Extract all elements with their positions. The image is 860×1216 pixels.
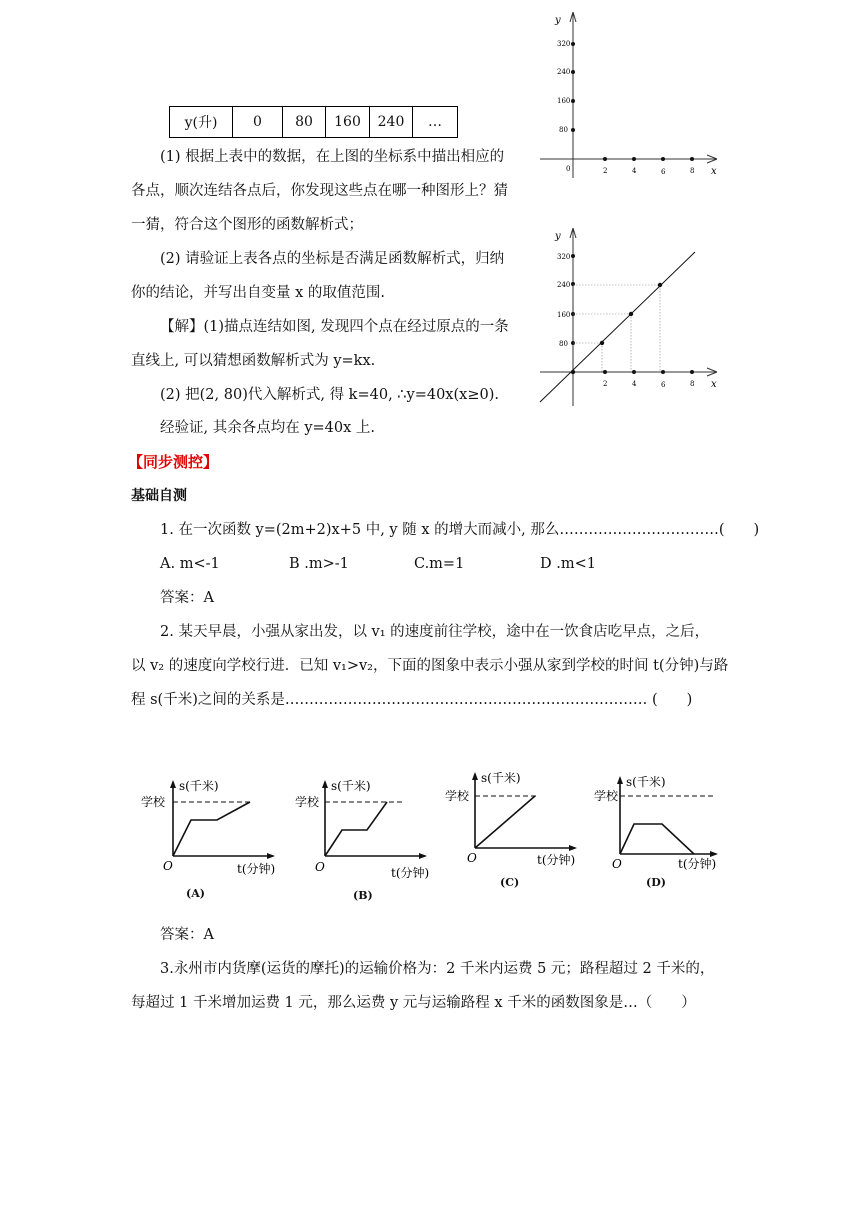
data-point <box>629 312 633 316</box>
q2-text: (2) 请验证上表各点的坐标是否满足函数解析式，归纳 <box>160 251 505 267</box>
problem1-stem: 1. 在一次函数 y=(2m+2)x+5 中, y 随 x 的增大而减小, 那么……………………………( ) <box>160 522 760 538</box>
solution-text: 经验证, 其余各点均在 y=40x 上. <box>160 420 376 436</box>
q1-text: (1) 根据上表中的数据，在上图的坐标系中描出相应的 <box>160 149 505 165</box>
x-tick: 2 <box>603 167 608 175</box>
table-header: y(升) <box>170 107 233 138</box>
caption-d: (D) <box>646 876 666 889</box>
axis-dots <box>571 42 694 161</box>
y-tick: 320 <box>557 253 571 261</box>
option-b: B .m>-1 <box>289 556 349 572</box>
x-tick: 6 <box>661 168 666 176</box>
x-tick: 4 <box>632 167 637 175</box>
scatter-graph <box>535 6 730 186</box>
origin-label: O <box>467 851 477 865</box>
origin-label: 0 <box>566 165 571 173</box>
y-tick: 80 <box>559 126 568 134</box>
y-tick: 160 <box>557 311 571 319</box>
option-d: D .m<1 <box>540 556 596 572</box>
caption-c: (C) <box>500 876 520 889</box>
data-point <box>658 283 662 287</box>
problem1-answer: 答案：A <box>160 590 214 606</box>
option-a: A. m<-1 <box>160 556 220 572</box>
y-tick: 240 <box>557 281 571 289</box>
section-title: 【同步测控】 <box>128 453 219 471</box>
solution-text: 直线上, 可以猜想函数解析式为 y=kx. <box>131 353 376 369</box>
problem2-answer: 答案：A <box>160 927 214 943</box>
y-axis-label: y <box>555 15 561 26</box>
y-tick: 320 <box>557 40 571 48</box>
x-tick: 8 <box>690 380 695 388</box>
table-cell: 80 <box>283 107 326 138</box>
origin-label: O <box>612 857 622 871</box>
line-graph <box>535 222 730 410</box>
s-axis-label: s(千米) <box>626 775 666 789</box>
origin-label: O <box>315 860 325 874</box>
x-axis-label: x <box>711 379 717 390</box>
x-tick: 4 <box>632 380 637 388</box>
problem2-stem: 以 v₂ 的速度向学校行进．已知 v₁>v₂，下面的图象中表示小强从家到学校的时间 t(分钟)与路 <box>131 658 729 674</box>
t-axis-label: t(分钟) <box>678 857 717 871</box>
school-label: 学校 <box>445 789 470 803</box>
school-label: 学校 <box>295 795 320 809</box>
graph-option-a <box>135 776 285 882</box>
y-axis-label: y <box>555 231 561 242</box>
origin-label: O <box>163 859 173 873</box>
school-label: 学校 <box>594 789 619 803</box>
graph-option-d <box>594 772 744 872</box>
table-cell: 160 <box>326 107 370 138</box>
problem3-stem: 3.永州市内货摩(运货的摩托)的运输价格为：2 千米内运费 5 元；路程超过 2 千米的， <box>160 961 715 977</box>
solution-text: (2) 把(2, 80)代入解析式, 得 k=40, ∴y=40x(x≥0). <box>160 387 499 403</box>
table-cell: 0 <box>233 107 283 138</box>
table-cell: … <box>413 107 458 138</box>
problem3-stem: 每超过 1 千米增加运费 1 元，那么运费 y 元与运输路程 x 千米的函数图象是…（ ） <box>131 995 696 1011</box>
solution-text: 【解】(1)描点连结如图, 发现四个点在经过原点的一条 <box>160 319 509 335</box>
t-axis-label: t(分钟) <box>537 853 576 867</box>
graph-option-c <box>445 768 595 868</box>
x-tick: 6 <box>661 381 666 389</box>
school-label: 学校 <box>141 795 166 809</box>
q2-text: 你的结论，并写出自变量 x 的取值范围. <box>131 285 386 301</box>
caption-a: (A) <box>186 887 205 900</box>
graph-option-b <box>287 776 437 882</box>
t-axis-label: t(分钟) <box>391 866 430 880</box>
y-tick: 80 <box>559 340 568 348</box>
s-axis-label: s(千米) <box>331 779 371 793</box>
x-axis-label: x <box>711 166 717 177</box>
fit-line <box>540 252 695 402</box>
data-point <box>600 341 604 345</box>
problem2-stem: 2. 某天早晨，小强从家出发，以 v₁ 的速度前往学校，途中在一饮食店吃早点，之后， <box>160 624 710 640</box>
s-axis-label: s(千米) <box>179 779 219 793</box>
y-tick: 160 <box>557 97 571 105</box>
option-c: C.m=1 <box>414 556 465 572</box>
value-table <box>169 106 458 138</box>
t-axis-label: t(分钟) <box>237 862 276 876</box>
problem2-stem: 程 s(千米)之间的关系是………………………………………………………………… ( ) <box>131 692 693 708</box>
caption-b: (B) <box>353 889 373 902</box>
s-axis-label: s(千米) <box>481 771 521 785</box>
section-subtitle: 基础自测 <box>131 488 187 504</box>
q1-text: 一猜，符合这个图形的函数解析式； <box>131 217 363 233</box>
table-cell: 240 <box>370 107 413 138</box>
x-tick: 8 <box>690 167 695 175</box>
y-tick: 240 <box>557 68 571 76</box>
q1-text: 各点，顺次连结各点后，你发现这些点在哪一种图形上？猜 <box>131 183 508 199</box>
data-point <box>571 370 575 374</box>
x-tick: 2 <box>603 380 608 388</box>
